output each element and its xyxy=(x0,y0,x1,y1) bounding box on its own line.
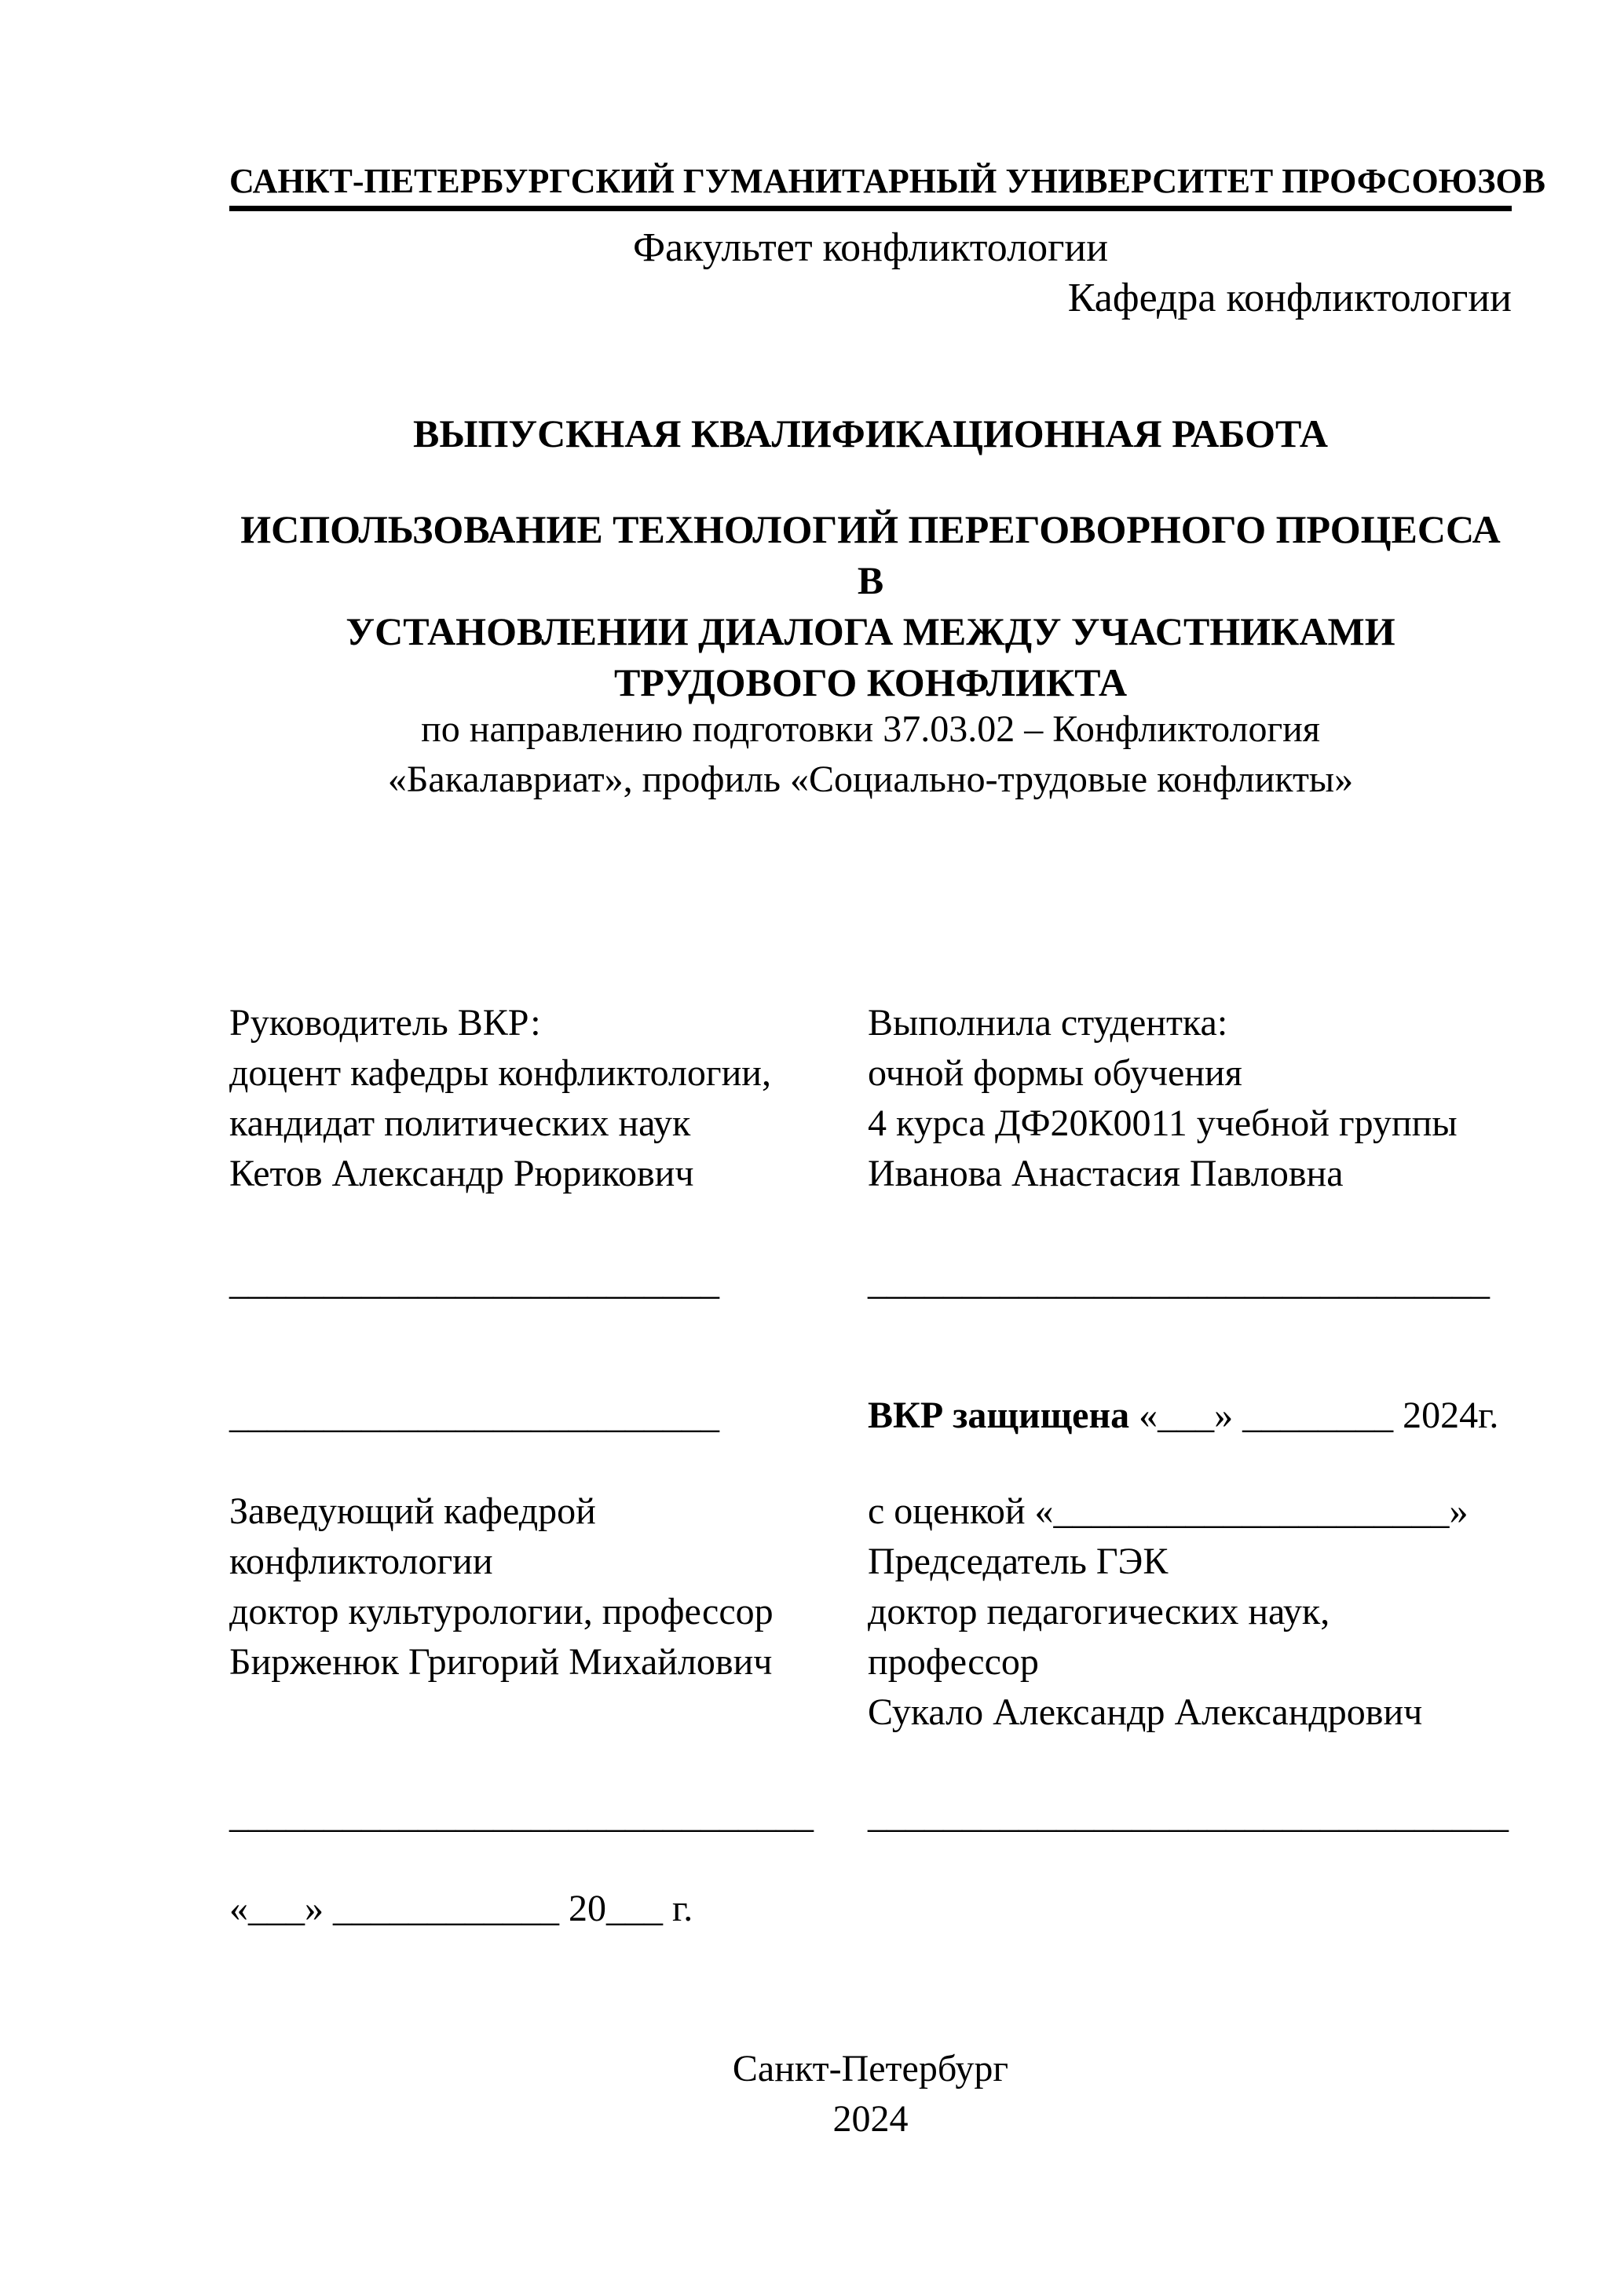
footer-year: 2024 xyxy=(832,2098,909,2140)
grade-line: с оценкой «_____________________» xyxy=(868,1490,1469,1532)
faculty-name: Факультет конфликтологии xyxy=(632,225,1109,270)
chair-rank: профессор xyxy=(868,1641,1039,1683)
defense-date-blank: «___» ________ 2024г. xyxy=(1139,1395,1499,1436)
chair-signature-line: __________________________________ xyxy=(868,1794,1509,1836)
approval-block xyxy=(229,1486,1512,1738)
thesis-title-line-2: УСТАНОВЛЕНИИ ДИАЛОГА МЕЖДУ УЧАСТНИКАМИ xyxy=(346,609,1395,653)
signature-row-1 xyxy=(229,1257,1512,1307)
defense-label: ВКР защищена xyxy=(868,1395,1130,1436)
department-name: Кафедра конфликтологии xyxy=(1067,276,1512,320)
program-direction: по направлению подготовки 37.03.02 – Конфликтология xyxy=(421,708,1320,750)
chair-degree: доктор педагогических наук, xyxy=(868,1591,1330,1632)
student-study-form: очной формы обучения xyxy=(868,1052,1242,1094)
student-role: Выполнила студентка: xyxy=(868,1002,1228,1044)
signature-row-3 xyxy=(229,1790,1512,1841)
header-rule xyxy=(229,206,1512,211)
signature-row-2 xyxy=(229,1391,1512,1441)
people-block xyxy=(229,998,1512,1199)
thesis-title-line-3: ТРУДОВОГО КОНФЛИКТА xyxy=(613,660,1128,704)
student-group: 4 курса ДФ20К0011 учебной группы xyxy=(868,1102,1458,1144)
supervisor-position: доцент кафедры конфликтологии, xyxy=(229,1052,771,1094)
committee-block xyxy=(868,1486,1512,1738)
supervisor-role: Руководитель ВКР: xyxy=(229,1002,541,1044)
supervisor-signature-line: __________________________ xyxy=(229,1261,719,1303)
department-head-role-2: конфликтологии xyxy=(229,1541,493,1582)
program-profile: «Бакалавриат», профиль «Социально-трудовые конфликты» xyxy=(387,759,1354,800)
work-type-heading: ВЫПУСКНАЯ КВАЛИФИКАЦИОННАЯ РАБОТА xyxy=(413,411,1328,455)
department-head-role-1: Заведующий кафедрой xyxy=(229,1490,596,1532)
student-name: Иванова Анастасия Павловна xyxy=(868,1153,1344,1194)
department-head-signature-line: _______________________________ xyxy=(229,1794,814,1836)
program-info xyxy=(229,704,1512,805)
thesis-title-line-1: ИСПОЛЬЗОВАНИЕ ТЕХНОЛОГИЙ ПЕРЕГОВОРНОГО ПРОЦЕССА В xyxy=(240,507,1501,602)
student-signature-line: _________________________________ xyxy=(868,1261,1490,1303)
defense-date-line xyxy=(868,1391,1512,1441)
date-blank-line: «___» ____________ 20___ г. xyxy=(229,1888,693,1929)
head-signature-line: __________________________ xyxy=(229,1395,719,1436)
footer-city: Санкт-Петербург xyxy=(732,2048,1009,2089)
chair-name: Сукало Александр Александрович xyxy=(868,1691,1423,1733)
department-head-name: Бирженюк Григорий Михайлович xyxy=(229,1641,773,1683)
supervisor-block xyxy=(229,998,868,1199)
university-name: САНКТ-ПЕТЕРБУРГСКИЙ ГУМАНИТАРНЫЙ УНИВЕРСИТЕТ ПРОФСОЮЗОВ xyxy=(229,162,1546,200)
supervisor-degree: кандидат политических наук xyxy=(229,1102,691,1144)
department-head-block xyxy=(229,1486,868,1738)
department-head-degree: доктор культурологии, профессор xyxy=(229,1591,774,1632)
supervisor-name: Кетов Александр Рюрикович xyxy=(229,1153,694,1194)
chair-role: Председатель ГЭК xyxy=(868,1541,1169,1582)
thesis-title xyxy=(229,504,1512,708)
student-block xyxy=(868,998,1512,1199)
